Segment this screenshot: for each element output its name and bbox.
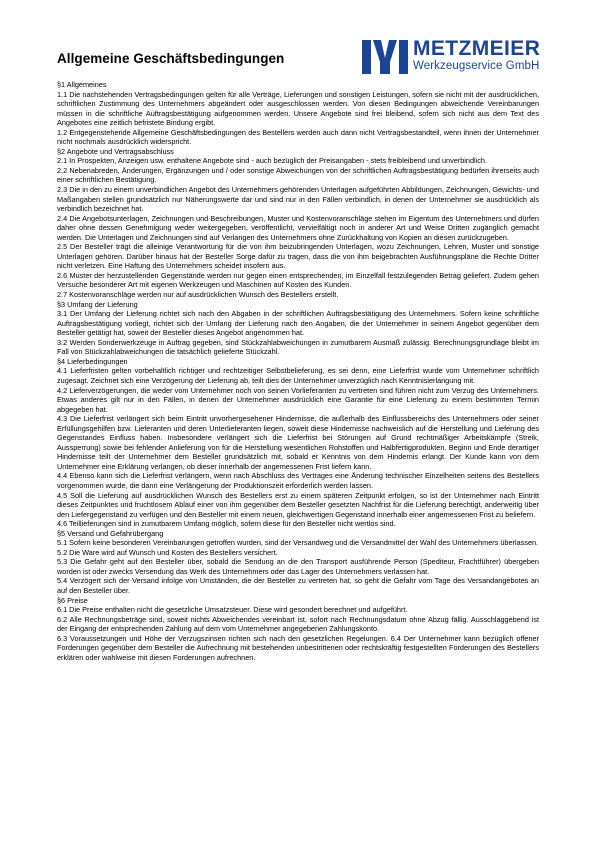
clause-paragraph: 6.1 Die Preise enthalten nicht die gesetzliche Umsatzsteuer. Diese wird gesondert berechnet und aufgeführt. (57, 605, 408, 615)
clause-paragraph: 5.4 Verzögert sich der Versand infolge von Umständen, die der Besteller zu vertreten hat, so geht die Gefahr vom Tage des Versandangebotes an auf den Besteller über. (57, 576, 539, 595)
clause-paragraph: 4.3 Die Lieferfrist verlängert sich beim Eintritt unvorhergesehener Hindernisse, die außerhalb des Einflussbereichs des Unternehmers oder seiner Erfüllungsgehilfen bzw. Lieferanten und deren Unterlieferanten liegen, soweit diese Hindernisse nachweislich auf die Herstellung und Lieferung des Gegenstandes Einfluss haben. Insbesondere verlängert sich die Lieferfrist bei Störungen auf Grund rechtmäßiger Arbeitskämpfe (Streik, Aussperrung) sowie bei fehlender Anlieferung von für die Herstellung wesentlichen Rohstoffen und Halbfertigprodukten. Beginn und Ende derartiger Hindernisse teilt der Unternehmer dem Besteller grundsätzlich mit, sobald er Kenntnis von dem Hindernis erlangt. Der Kunde kann von dem Unternehmer eine Erklärung verlangen, ob dieser innerhalb der angemessenen Frist liefern kann. (57, 414, 539, 471)
clause-paragraph: 6.3 Voraussetzungen und Höhe der Verzugszinsen richten sich nach den gesetzlichen Regelungen. 6.4 Der Unternehmer kann bezüglich offener Forderungen gegenüber dem Besteller die Aufrechnung mit bestehenden unbestrittenen oder rechtskräftig festgestellten Forderungen des Bestellers erklären oder wahlweise mit diesen Forderungen aufrechnen. (57, 633, 539, 662)
logo-company-subtitle: Werkzeugservice GmbH (413, 60, 540, 72)
section-heading: §6 Preise (57, 595, 88, 605)
clause-paragraph: 5.1 Sofern keine besonderen Vereinbarungen getroffen wurden, sind der Versandweg und die Versandmittel der Wahl des Unternehmers überlassen. (57, 538, 539, 548)
clause-paragraph: 5.2 Die Ware wird auf Wunsch und Kosten des Bestellers versichert. (57, 547, 278, 557)
clause-paragraph: 4.6 Teillieferungen sind in zumutbarem Umfang möglich, sofern diese für den Besteller nicht wertlos sind. (57, 519, 396, 529)
clause-paragraph: 2.5 Der Besteller trägt die alleinige Verantwortung für die von ihm beizubringenden Unterlagen, wozu Zeichnungen, Lehren, Muster und sonstige Unterlagen gehören. Darüber hinaus hat der Besteller Sorge dafür zu tragen, dass die von ihm beigebrachten Ausführungspläne die Rechte Dritter nicht verletzen. Eine Haftung des Unternehmers scheidet insofern aus. (57, 242, 539, 271)
clause-paragraph: 3.1 Der Umfang der Lieferung richtet sich nach den Abgaben in der schriftlichen Auftragsbestätigung des Unternehmers. Sofern keine schriftliche Auftragsbestätigung vorliegt, richtet sich der Umfang der Lieferung nach den Angaben, die der Unternehmer in seinem Angebot gegenüber dem Besteller getätigt hat, soweit der Besteller dieses Angebot angenommen hat. (57, 309, 539, 338)
clause-paragraph: 4.4 Ebenso kann sich die Lieferfrist verlängern, wenn nach Abschluss des Vertrages eine Änderung technischer Einzelheiten seitens des Bestellers vorgenommen wurde, die dann eine Verlängerung der Produktionszeit erforderlich werden lassen. (57, 471, 539, 490)
clause-paragraph: 4.5 Soll die Lieferung auf ausdrücklichen Wunsch des Bestellers erst zu einem späteren Zeitpunkt erfolgen, so ist der Unternehmer nach Eintritt dieses Zeitpunktes und fruchtlosem Ablauf einer von ihm gegenüber dem Besteller gesetzten Nachfrist für die Lieferung berechtigt, anderweitig über den Liefergegenstand zu verfügen und den Besteller mit einem neuen, gleichwertigen Gegenstand innerhalb einer angemessenen Frist zu beliefern. (57, 490, 539, 519)
clause-paragraph: 3.2 Werden Sonderwerkzeuge in Auftrag gegeben, sind Stückzahlabweichungen in zumutbarem Ausmaß zulässig. Berechnungsgrundlage bleibt im Fall von Stückzahlabweichungen die tatsächlich gelieferte Stückzahl. (57, 337, 539, 357)
clause-paragraph: 2.4 Die Angebotsunterlagen, Zeichnungen und Beschreibungen, Muster und Kostenvoranschläge stehen im Eigentum des Unternehmers und dürfen daher ohne dessen Genehmigung weder weitergegeben, veröffentlicht, vervielfältigt noch in anderer Art und Weise Dritten zugänglich gemacht werden. Die Unterlagen und Zeichnungen sind auf Verlangen des Unternehmers ohne Zurückhaltung von Kopien an diesen zurückzugeben. (57, 213, 539, 242)
section-heading: §3 Umfang der Lieferung (57, 299, 138, 309)
logo-company-name: METZMEIER (413, 37, 541, 60)
terms-body (57, 80, 539, 662)
section-heading: §2 Angebote und Vertragsabschluss (57, 146, 174, 156)
clause-paragraph: 2.6 Muster der herzustellenden Gegenstände werden nur gegen einen entsprechenden, im Einzelfall festzulegenden Betrag geliefert. Zudem gehen Versuche besonderer Art mit eigenen Werkzeugen und Maschinen auf Kosten des Kunden. (57, 270, 539, 290)
clause-paragraph: 5.3 Die Gefahr geht auf den Besteller über, sobald die Sendung an die den Transport ausführende Person (Spediteur, Frachtführer) übergeben worden ist oder zwecks Versendung das Werk des Unternehmers oder das Lager des Unternehmers verlassen hat. (57, 557, 539, 576)
clause-paragraph: 4.2 Lieferverzögerungen, die weder vom Unternehmer noch von seinen Vorlieferanten zu vertreten sind führen nicht zum Verzug des Unternehmers. Etwas anderes gilt nur in den Fällen, in denen der Unternehmer ausdrücklich eine Garantie für eine Lieferung zu einem bestimmten Termin abgegeben hat. (57, 385, 539, 414)
clause-paragraph: 1.2 Entgegenstehende Allgemeine Geschäftsbedingungen des Bestellers werden auch dann nicht Vertragsbestandteil, wenn ihnen der Unternehmer nicht nochmals ausdrücklich widerspricht. (57, 127, 539, 147)
clause-paragraph: 2.2 Nebenabreden, Änderungen, Ergänzungen und / oder sonstige Abweichungen von der schriftlichen Auftragsbestätigung bedürfen ihrerseits auch einer schriftlichen Bestätigung. (57, 165, 539, 185)
section-heading: §1 Allgemeines (57, 80, 107, 89)
clause-paragraph: 2.3 Die in den zu einem unverbindlichen Angebot des Unternehmers gehörenden Unterlagen aufgeführten Abbildungen, Zeichnungen, Gewichts- und Maßangaben stellen grundsätzlich nur Näherungswerte dar und sind nur in den Fällen verbindlich, in denen der Unternehmer sie ausdrücklich als verbindlich bezeichnet hat. (57, 185, 539, 214)
clause-paragraph: 4.1 Lieferfristen gelten vorbehaltlich richtiger und rechtzeitiger Selbstbelieferung, es sei denn, eine Lieferfrist wurde vom Unternehmer schriftlich zugesagt. Zeichnet sich eine Verzögerung der Lieferung ab, teilt dies der Unternehmer unverzüglich nach Kenntnisierlangung mit. (57, 366, 539, 385)
clause-paragraph: 1.1 Die nachstehenden Vertragsbedingungen gelten für alle Verträge, Lieferungen und sonstigen Leistungen, sofern sie nicht mit der ausdrücklichen, schriftlichen Zustimmung des Unternehmers abgeändert oder ausgeschlossen werden. Von diesen Bedingungen abweichende Vereinbarungen müssen in die schriftliche Auftragsbestätigung aufgenommen werden. Unsere Angebote sind frei bleibend, sofern sich nicht aus dem Text des Angebotes eine zeitlich befristete Bindung ergibt. (57, 89, 539, 128)
metzmeier-logo-icon (362, 40, 408, 74)
page-title: Allgemeine Geschäftsbedingungen (57, 51, 285, 66)
clause-paragraph: 2.7 Kostenvoranschläge werden nur auf ausdrücklichen Wunsch des Bestellers erstellt. (57, 290, 339, 300)
clause-paragraph: 2.1 In Prospekten, Anzeigen usw. enthaltene Angebote sind - auch bezüglich der Preisangaben - stets freibleibend und unverbindlich. (57, 156, 487, 166)
company-logo (362, 38, 542, 78)
section-heading: §4 Lieferbedingungen (57, 356, 128, 366)
section-heading: §5 Versand und Gefahrübergang (57, 528, 164, 538)
clause-paragraph: 6.2 Alle Rechnungsbeträge sind, soweit nichts Abweichendes vereinbart ist, sofort nach Rechnungsdatum ohne Abzug fällig. Ausschlaggebend ist der Eingang der entsprechenden Zahlung auf dem vom Unternehmer angegebenen Zahlungskonto. (57, 614, 539, 634)
